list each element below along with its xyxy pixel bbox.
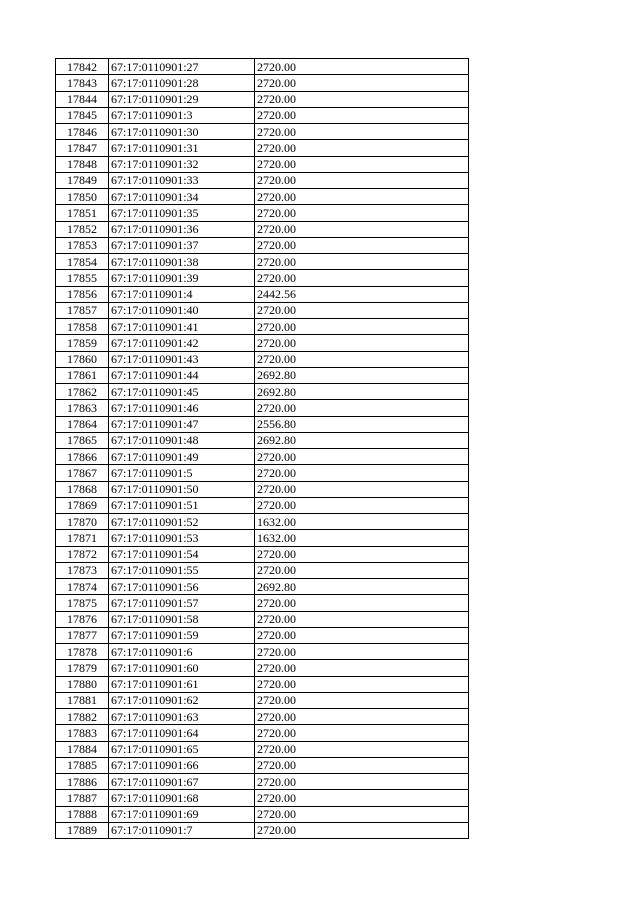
cadastral-number-cell: 67:17:0110901:54: [109, 546, 255, 562]
cadastral-number-cell: 67:17:0110901:47: [109, 416, 255, 432]
row-number-cell: 17855: [56, 270, 109, 286]
row-number-cell: 17858: [56, 319, 109, 335]
table-row: [56, 59, 469, 75]
table-row: [56, 319, 469, 335]
row-number-cell: 17869: [56, 497, 109, 513]
table-row: [56, 270, 469, 286]
value-cell: 2720.00: [255, 254, 469, 270]
row-number-cell: 17876: [56, 611, 109, 627]
row-number-cell: 17847: [56, 140, 109, 156]
value-cell: 2720.00: [255, 595, 469, 611]
cadastral-number-cell: 67:17:0110901:36: [109, 221, 255, 237]
table-row: [56, 384, 469, 400]
table-row: [56, 416, 469, 432]
cadastral-number-cell: 67:17:0110901:58: [109, 611, 255, 627]
value-cell: 2720.00: [255, 709, 469, 725]
table-row: [56, 644, 469, 660]
cadastral-value-table: [55, 58, 469, 839]
row-number-cell: 17843: [56, 75, 109, 91]
table-row: [56, 351, 469, 367]
cadastral-number-cell: 67:17:0110901:57: [109, 595, 255, 611]
cadastral-number-cell: 67:17:0110901:51: [109, 497, 255, 513]
row-number-cell: 17868: [56, 481, 109, 497]
value-cell: 2720.00: [255, 806, 469, 822]
value-cell: 2720.00: [255, 237, 469, 253]
cadastral-number-cell: 67:17:0110901:55: [109, 562, 255, 578]
value-cell: 2720.00: [255, 676, 469, 692]
table-row: [56, 579, 469, 595]
row-number-cell: 17867: [56, 465, 109, 481]
row-number-cell: 17866: [56, 449, 109, 465]
cadastral-number-cell: 67:17:0110901:44: [109, 367, 255, 383]
row-number-cell: 17852: [56, 221, 109, 237]
row-number-cell: 17857: [56, 302, 109, 318]
value-cell: 2720.00: [255, 725, 469, 741]
value-cell: 2720.00: [255, 351, 469, 367]
cadastral-number-cell: 67:17:0110901:7: [109, 822, 255, 838]
cadastral-number-cell: 67:17:0110901:43: [109, 351, 255, 367]
cadastral-number-cell: 67:17:0110901:31: [109, 140, 255, 156]
value-cell: 2692.80: [255, 384, 469, 400]
cadastral-number-cell: 67:17:0110901:69: [109, 806, 255, 822]
table-row: [56, 481, 469, 497]
table-row: [56, 140, 469, 156]
table-row: [56, 725, 469, 741]
row-number-cell: 17845: [56, 107, 109, 123]
value-cell: 1632.00: [255, 514, 469, 530]
value-cell: 2720.00: [255, 302, 469, 318]
cadastral-number-cell: 67:17:0110901:67: [109, 774, 255, 790]
row-number-cell: 17850: [56, 189, 109, 205]
cadastral-number-cell: 67:17:0110901:68: [109, 790, 255, 806]
row-number-cell: 17846: [56, 124, 109, 140]
table-row: [56, 530, 469, 546]
cadastral-number-cell: 67:17:0110901:29: [109, 91, 255, 107]
row-number-cell: 17853: [56, 237, 109, 253]
table-row: [56, 107, 469, 123]
cadastral-number-cell: 67:17:0110901:50: [109, 481, 255, 497]
row-number-cell: 17860: [56, 351, 109, 367]
row-number-cell: 17848: [56, 156, 109, 172]
cadastral-number-cell: 67:17:0110901:4: [109, 286, 255, 302]
value-cell: 2720.00: [255, 172, 469, 188]
cadastral-number-cell: 67:17:0110901:33: [109, 172, 255, 188]
value-cell: 2720.00: [255, 140, 469, 156]
cadastral-number-cell: 67:17:0110901:62: [109, 692, 255, 708]
row-number-cell: 17877: [56, 627, 109, 643]
value-cell: 2720.00: [255, 221, 469, 237]
table-row: [56, 254, 469, 270]
row-number-cell: 17862: [56, 384, 109, 400]
cadastral-number-cell: 67:17:0110901:39: [109, 270, 255, 286]
value-cell: 2720.00: [255, 335, 469, 351]
row-number-cell: 17878: [56, 644, 109, 660]
cadastral-number-cell: 67:17:0110901:49: [109, 449, 255, 465]
value-cell: 2720.00: [255, 790, 469, 806]
table-body: [56, 59, 469, 839]
value-cell: 2720.00: [255, 124, 469, 140]
value-cell: 2720.00: [255, 660, 469, 676]
row-number-cell: 17863: [56, 400, 109, 416]
cadastral-number-cell: 67:17:0110901:53: [109, 530, 255, 546]
row-number-cell: 17842: [56, 59, 109, 75]
row-number-cell: 17872: [56, 546, 109, 562]
table-row: [56, 741, 469, 757]
table-row: [56, 91, 469, 107]
table-row: [56, 757, 469, 773]
value-cell: 2442.56: [255, 286, 469, 302]
row-number-cell: 17859: [56, 335, 109, 351]
row-number-cell: 17865: [56, 432, 109, 448]
value-cell: 2720.00: [255, 546, 469, 562]
row-number-cell: 17864: [56, 416, 109, 432]
cadastral-number-cell: 67:17:0110901:40: [109, 302, 255, 318]
table-row: [56, 562, 469, 578]
value-cell: 2720.00: [255, 205, 469, 221]
cadastral-number-cell: 67:17:0110901:64: [109, 725, 255, 741]
table-row: [56, 449, 469, 465]
table-row: [56, 465, 469, 481]
table-row: [56, 497, 469, 513]
table-row: [56, 302, 469, 318]
cadastral-number-cell: 67:17:0110901:38: [109, 254, 255, 270]
value-cell: 2720.00: [255, 107, 469, 123]
table-row: [56, 546, 469, 562]
table-row: [56, 400, 469, 416]
value-cell: 2720.00: [255, 156, 469, 172]
value-cell: 2720.00: [255, 644, 469, 660]
table-row: [56, 806, 469, 822]
row-number-cell: 17883: [56, 725, 109, 741]
table-row: [56, 514, 469, 530]
cadastral-number-cell: 67:17:0110901:6: [109, 644, 255, 660]
cadastral-number-cell: 67:17:0110901:30: [109, 124, 255, 140]
table-row: [56, 774, 469, 790]
row-number-cell: 17844: [56, 91, 109, 107]
table-row: [56, 822, 469, 838]
cadastral-number-cell: 67:17:0110901:59: [109, 627, 255, 643]
cadastral-number-cell: 67:17:0110901:37: [109, 237, 255, 253]
row-number-cell: 17856: [56, 286, 109, 302]
value-cell: 2720.00: [255, 75, 469, 91]
cadastral-number-cell: 67:17:0110901:56: [109, 579, 255, 595]
value-cell: 2720.00: [255, 319, 469, 335]
cadastral-number-cell: 67:17:0110901:46: [109, 400, 255, 416]
value-cell: 2556.80: [255, 416, 469, 432]
table-row: [56, 221, 469, 237]
value-cell: 2720.00: [255, 692, 469, 708]
row-number-cell: 17887: [56, 790, 109, 806]
cadastral-number-cell: 67:17:0110901:60: [109, 660, 255, 676]
cadastral-number-cell: 67:17:0110901:42: [109, 335, 255, 351]
table-row: [56, 709, 469, 725]
value-cell: 2720.00: [255, 497, 469, 513]
row-number-cell: 17888: [56, 806, 109, 822]
value-cell: 2720.00: [255, 611, 469, 627]
table-row: [56, 189, 469, 205]
value-cell: 2720.00: [255, 449, 469, 465]
value-cell: 2692.80: [255, 432, 469, 448]
row-number-cell: 17882: [56, 709, 109, 725]
table-row: [56, 627, 469, 643]
value-cell: 2720.00: [255, 465, 469, 481]
cadastral-number-cell: 67:17:0110901:52: [109, 514, 255, 530]
cadastral-number-cell: 67:17:0110901:45: [109, 384, 255, 400]
table-row: [56, 156, 469, 172]
cadastral-number-cell: 67:17:0110901:32: [109, 156, 255, 172]
value-cell: 2720.00: [255, 189, 469, 205]
value-cell: 2720.00: [255, 481, 469, 497]
cadastral-number-cell: 67:17:0110901:5: [109, 465, 255, 481]
cadastral-number-cell: 67:17:0110901:35: [109, 205, 255, 221]
cadastral-number-cell: 67:17:0110901:28: [109, 75, 255, 91]
row-number-cell: 17875: [56, 595, 109, 611]
row-number-cell: 17861: [56, 367, 109, 383]
row-number-cell: 17854: [56, 254, 109, 270]
table-row: [56, 676, 469, 692]
table-row: [56, 205, 469, 221]
value-cell: 2720.00: [255, 562, 469, 578]
row-number-cell: 17873: [56, 562, 109, 578]
cadastral-number-cell: 67:17:0110901:66: [109, 757, 255, 773]
row-number-cell: 17870: [56, 514, 109, 530]
value-cell: 2692.80: [255, 367, 469, 383]
row-number-cell: 17874: [56, 579, 109, 595]
table-row: [56, 790, 469, 806]
table-row: [56, 286, 469, 302]
table-row: [56, 432, 469, 448]
table-row: [56, 124, 469, 140]
row-number-cell: 17881: [56, 692, 109, 708]
cadastral-number-cell: 67:17:0110901:63: [109, 709, 255, 725]
row-number-cell: 17871: [56, 530, 109, 546]
row-number-cell: 17849: [56, 172, 109, 188]
table-row: [56, 595, 469, 611]
value-cell: 2720.00: [255, 741, 469, 757]
value-cell: 2720.00: [255, 774, 469, 790]
row-number-cell: 17885: [56, 757, 109, 773]
cadastral-number-cell: 67:17:0110901:61: [109, 676, 255, 692]
cadastral-number-cell: 67:17:0110901:34: [109, 189, 255, 205]
row-number-cell: 17886: [56, 774, 109, 790]
value-cell: 2720.00: [255, 270, 469, 286]
cadastral-number-cell: 67:17:0110901:41: [109, 319, 255, 335]
cadastral-number-cell: 67:17:0110901:3: [109, 107, 255, 123]
row-number-cell: 17851: [56, 205, 109, 221]
table-row: [56, 367, 469, 383]
row-number-cell: 17879: [56, 660, 109, 676]
table-row: [56, 692, 469, 708]
table-row: [56, 335, 469, 351]
value-cell: 2720.00: [255, 59, 469, 75]
value-cell: 1632.00: [255, 530, 469, 546]
table-row: [56, 172, 469, 188]
value-cell: 2720.00: [255, 627, 469, 643]
cadastral-number-cell: 67:17:0110901:48: [109, 432, 255, 448]
value-cell: 2720.00: [255, 400, 469, 416]
value-cell: 2692.80: [255, 579, 469, 595]
value-cell: 2720.00: [255, 822, 469, 838]
table-row: [56, 611, 469, 627]
row-number-cell: 17889: [56, 822, 109, 838]
value-cell: 2720.00: [255, 757, 469, 773]
row-number-cell: 17880: [56, 676, 109, 692]
value-cell: 2720.00: [255, 91, 469, 107]
table-row: [56, 75, 469, 91]
table-row: [56, 660, 469, 676]
cadastral-number-cell: 67:17:0110901:65: [109, 741, 255, 757]
row-number-cell: 17884: [56, 741, 109, 757]
cadastral-number-cell: 67:17:0110901:27: [109, 59, 255, 75]
table-row: [56, 237, 469, 253]
